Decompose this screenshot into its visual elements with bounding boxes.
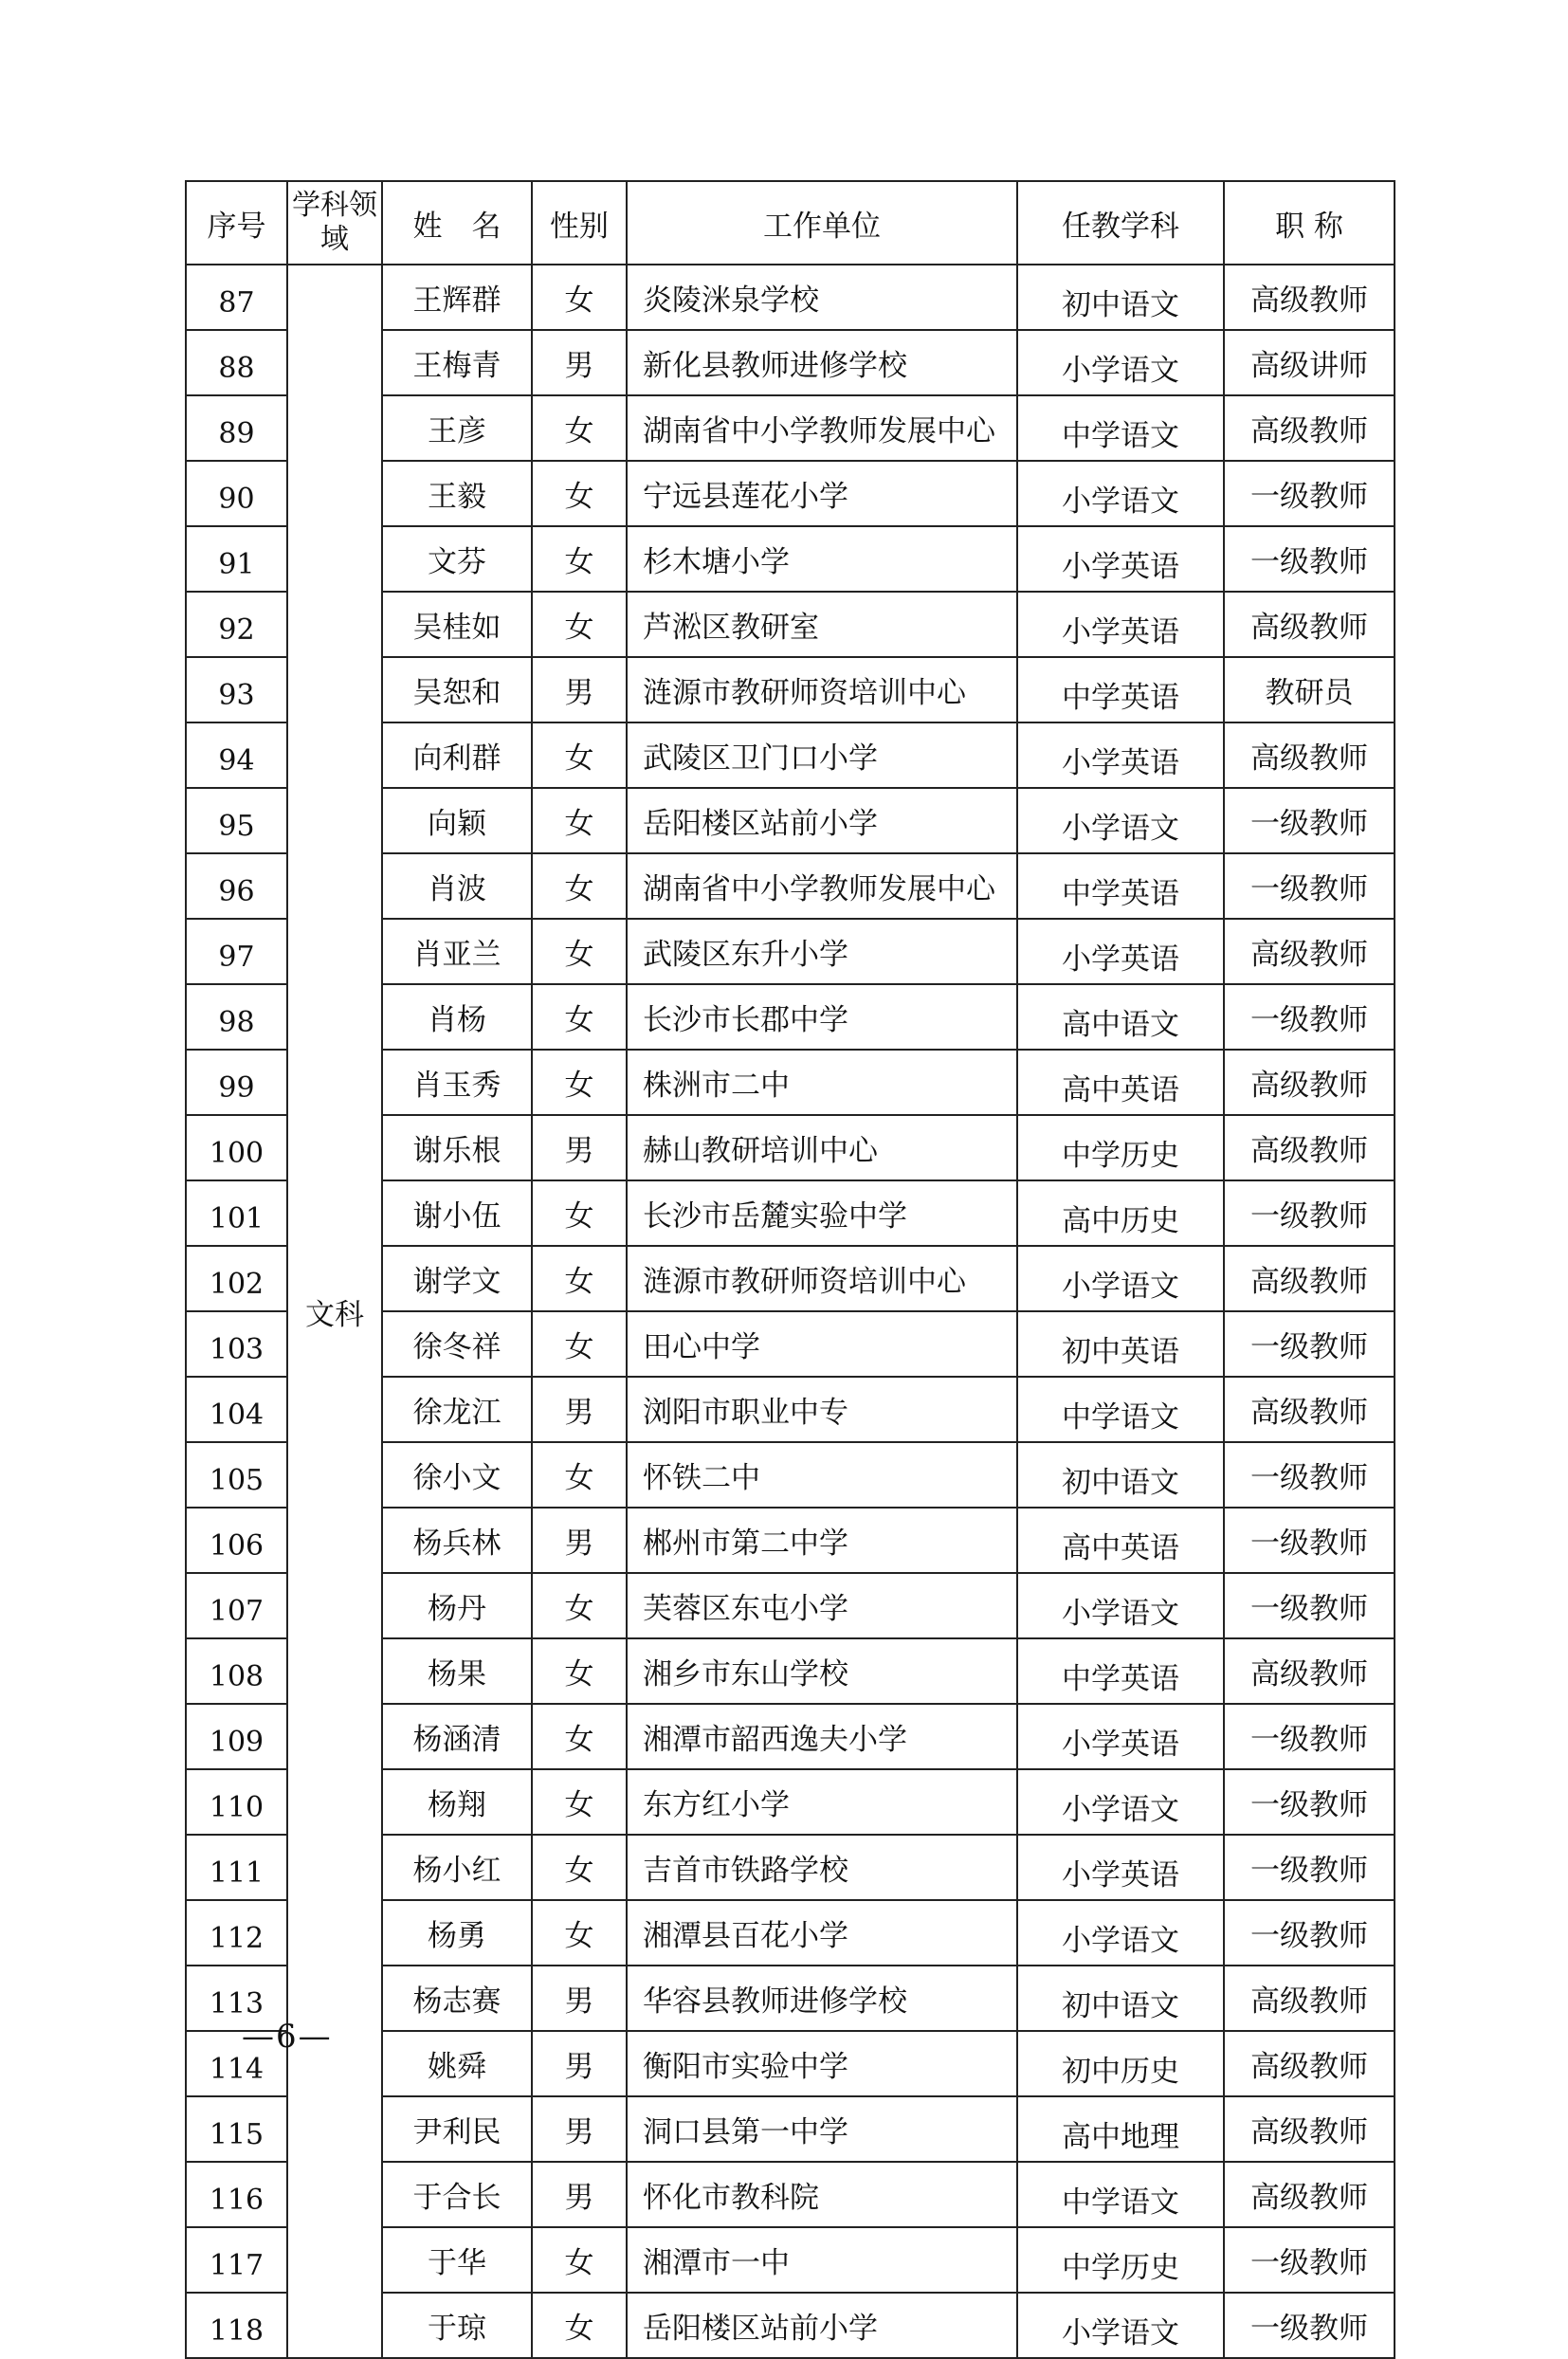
cell-serial-number: 106 — [186, 1508, 287, 1573]
cell-name: 尹利民 — [382, 2096, 532, 2162]
cell-name: 杨小红 — [382, 1835, 532, 1900]
cell-work-unit: 吉首市铁路学校 — [627, 1835, 1017, 1900]
cell-teaching-subject: 小学语文 — [1017, 461, 1224, 526]
cell-professional-title: 一级教师 — [1224, 1180, 1395, 1246]
cell-name: 王梅青 — [382, 330, 532, 395]
cell-serial-number: 97 — [186, 919, 287, 984]
cell-serial-number: 90 — [186, 461, 287, 526]
cell-teaching-subject: 初中语文 — [1017, 1442, 1224, 1508]
cell-gender: 女 — [532, 395, 627, 461]
cell-professional-title: 一级教师 — [1224, 526, 1395, 592]
cell-name: 肖波 — [382, 853, 532, 919]
cell-teaching-subject: 小学语文 — [1017, 1573, 1224, 1638]
cell-work-unit: 涟源市教研师资培训中心 — [627, 1246, 1017, 1311]
cell-gender: 女 — [532, 1180, 627, 1246]
cell-serial-number: 102 — [186, 1246, 287, 1311]
cell-name: 杨兵林 — [382, 1508, 532, 1573]
table-header-row — [186, 181, 1395, 265]
cell-name: 杨志赛 — [382, 1966, 532, 2031]
cell-work-unit: 长沙市岳麓实验中学 — [627, 1180, 1017, 1246]
cell-work-unit: 郴州市第二中学 — [627, 1508, 1017, 1573]
cell-gender: 女 — [532, 1246, 627, 1311]
cell-professional-title: 高级教师 — [1224, 722, 1395, 788]
cell-serial-number: 95 — [186, 788, 287, 853]
header-name: 姓 名 — [382, 181, 532, 265]
cell-serial-number: 88 — [186, 330, 287, 395]
cell-work-unit: 武陵区卫门口小学 — [627, 722, 1017, 788]
cell-professional-title: 一级教师 — [1224, 1442, 1395, 1508]
cell-name: 于琼 — [382, 2293, 532, 2358]
cell-serial-number: 104 — [186, 1377, 287, 1442]
cell-professional-title: 一级教师 — [1224, 1573, 1395, 1638]
cell-name: 王辉群 — [382, 265, 532, 330]
cell-serial-number: 118 — [186, 2293, 287, 2358]
cell-gender: 女 — [532, 265, 627, 330]
cell-professional-title: 教研员 — [1224, 657, 1395, 722]
cell-subject-field: 文科 — [287, 265, 382, 2358]
cell-professional-title: 一级教师 — [1224, 1835, 1395, 1900]
cell-serial-number: 103 — [186, 1311, 287, 1377]
cell-professional-title: 高级教师 — [1224, 2031, 1395, 2096]
cell-professional-title: 高级教师 — [1224, 395, 1395, 461]
cell-teaching-subject: 小学英语 — [1017, 1835, 1224, 1900]
cell-professional-title: 一级教师 — [1224, 461, 1395, 526]
cell-work-unit: 怀化市教科院 — [627, 2162, 1017, 2227]
cell-teaching-subject: 小学语文 — [1017, 1769, 1224, 1835]
header-teaching-subject: 任教学科 — [1017, 181, 1224, 265]
cell-gender: 男 — [532, 330, 627, 395]
cell-professional-title: 高级教师 — [1224, 592, 1395, 657]
cell-name: 徐龙江 — [382, 1377, 532, 1442]
cell-name: 向颖 — [382, 788, 532, 853]
cell-name: 杨翔 — [382, 1769, 532, 1835]
cell-gender: 男 — [532, 2096, 627, 2162]
cell-work-unit: 芙蓉区东屯小学 — [627, 1573, 1017, 1638]
cell-gender: 女 — [532, 1442, 627, 1508]
cell-name: 肖杨 — [382, 984, 532, 1050]
cell-gender: 女 — [532, 1573, 627, 1638]
cell-professional-title: 一级教师 — [1224, 788, 1395, 853]
cell-teaching-subject: 小学英语 — [1017, 526, 1224, 592]
cell-serial-number: 98 — [186, 984, 287, 1050]
cell-serial-number: 108 — [186, 1638, 287, 1704]
cell-serial-number: 100 — [186, 1115, 287, 1180]
cell-work-unit: 华容县教师进修学校 — [627, 1966, 1017, 2031]
cell-name: 于合长 — [382, 2162, 532, 2227]
cell-gender: 女 — [532, 1835, 627, 1900]
cell-gender: 女 — [532, 1900, 627, 1966]
cell-teaching-subject: 小学语文 — [1017, 330, 1224, 395]
cell-gender: 男 — [532, 2162, 627, 2227]
cell-teaching-subject: 中学语文 — [1017, 1377, 1224, 1442]
cell-teaching-subject: 初中历史 — [1017, 2031, 1224, 2096]
cell-name: 杨勇 — [382, 1900, 532, 1966]
cell-work-unit: 赫山教研培训中心 — [627, 1115, 1017, 1180]
cell-teaching-subject: 小学英语 — [1017, 919, 1224, 984]
cell-work-unit: 湘潭县百花小学 — [627, 1900, 1017, 1966]
cell-serial-number: 93 — [186, 657, 287, 722]
header-work-unit: 工作单位 — [627, 181, 1017, 265]
cell-name: 谢小伍 — [382, 1180, 532, 1246]
cell-professional-title: 一级教师 — [1224, 2227, 1395, 2293]
cell-professional-title: 一级教师 — [1224, 853, 1395, 919]
cell-professional-title: 高级教师 — [1224, 1377, 1395, 1442]
cell-work-unit: 涟源市教研师资培训中心 — [627, 657, 1017, 722]
cell-serial-number: 111 — [186, 1835, 287, 1900]
cell-professional-title: 高级教师 — [1224, 1115, 1395, 1180]
cell-professional-title: 一级教师 — [1224, 1508, 1395, 1573]
cell-professional-title: 一级教师 — [1224, 984, 1395, 1050]
cell-gender: 女 — [532, 592, 627, 657]
cell-teaching-subject: 小学语文 — [1017, 2293, 1224, 2358]
cell-teaching-subject: 初中英语 — [1017, 1311, 1224, 1377]
cell-gender: 男 — [532, 1115, 627, 1180]
cell-professional-title: 高级教师 — [1224, 919, 1395, 984]
cell-teaching-subject: 高中地理 — [1017, 2096, 1224, 2162]
cell-teaching-subject: 高中英语 — [1017, 1508, 1224, 1573]
cell-gender: 女 — [532, 461, 627, 526]
cell-professional-title: 高级讲师 — [1224, 330, 1395, 395]
cell-name: 王彦 — [382, 395, 532, 461]
cell-professional-title: 高级教师 — [1224, 1638, 1395, 1704]
cell-gender: 女 — [532, 853, 627, 919]
cell-gender: 女 — [532, 526, 627, 592]
cell-work-unit: 湖南省中小学教师发展中心 — [627, 853, 1017, 919]
cell-name: 于华 — [382, 2227, 532, 2293]
cell-work-unit: 湘潭市韶西逸夫小学 — [627, 1704, 1017, 1769]
cell-gender: 女 — [532, 984, 627, 1050]
cell-teaching-subject: 小学英语 — [1017, 722, 1224, 788]
cell-gender: 女 — [532, 2227, 627, 2293]
cell-work-unit: 湘潭市一中 — [627, 2227, 1017, 2293]
cell-work-unit: 芦淞区教研室 — [627, 592, 1017, 657]
cell-work-unit: 怀铁二中 — [627, 1442, 1017, 1508]
cell-name: 肖玉秀 — [382, 1050, 532, 1115]
table-row — [186, 265, 1395, 330]
cell-work-unit: 浏阳市职业中专 — [627, 1377, 1017, 1442]
cell-serial-number: 87 — [186, 265, 287, 330]
cell-gender: 女 — [532, 919, 627, 984]
cell-teaching-subject: 中学语文 — [1017, 395, 1224, 461]
cell-name: 徐小文 — [382, 1442, 532, 1508]
cell-name: 杨果 — [382, 1638, 532, 1704]
cell-name: 吴桂如 — [382, 592, 532, 657]
header-subject-field: 学科领域 — [287, 181, 382, 265]
cell-gender: 女 — [532, 788, 627, 853]
cell-work-unit: 杉木塘小学 — [627, 526, 1017, 592]
cell-professional-title: 一级教师 — [1224, 2293, 1395, 2358]
cell-teaching-subject: 中学英语 — [1017, 657, 1224, 722]
cell-name: 向利群 — [382, 722, 532, 788]
cell-name: 姚舜 — [382, 2031, 532, 2096]
cell-teaching-subject: 高中英语 — [1017, 1050, 1224, 1115]
cell-serial-number: 96 — [186, 853, 287, 919]
cell-teaching-subject: 小学英语 — [1017, 1704, 1224, 1769]
cell-teaching-subject: 高中语文 — [1017, 984, 1224, 1050]
cell-teaching-subject: 中学英语 — [1017, 853, 1224, 919]
cell-gender: 男 — [532, 657, 627, 722]
cell-serial-number: 113 — [186, 1966, 287, 2031]
cell-gender: 女 — [532, 1769, 627, 1835]
cell-professional-title: 高级教师 — [1224, 1966, 1395, 2031]
cell-work-unit: 湖南省中小学教师发展中心 — [627, 395, 1017, 461]
header-gender: 性别 — [532, 181, 627, 265]
cell-professional-title: 一级教师 — [1224, 1311, 1395, 1377]
cell-work-unit: 洞口县第一中学 — [627, 2096, 1017, 2162]
cell-serial-number: 101 — [186, 1180, 287, 1246]
cell-gender: 男 — [532, 1508, 627, 1573]
cell-work-unit: 岳阳楼区站前小学 — [627, 2293, 1017, 2358]
cell-professional-title: 一级教师 — [1224, 1769, 1395, 1835]
cell-serial-number: 94 — [186, 722, 287, 788]
cell-work-unit: 宁远县莲花小学 — [627, 461, 1017, 526]
cell-gender: 女 — [532, 1050, 627, 1115]
header-serial-number: 序号 — [186, 181, 287, 265]
cell-gender: 男 — [532, 1377, 627, 1442]
cell-name: 文芬 — [382, 526, 532, 592]
cell-name: 王毅 — [382, 461, 532, 526]
cell-serial-number: 92 — [186, 592, 287, 657]
cell-serial-number: 105 — [186, 1442, 287, 1508]
cell-serial-number: 89 — [186, 395, 287, 461]
cell-work-unit: 衡阳市实验中学 — [627, 2031, 1017, 2096]
cell-work-unit: 新化县教师进修学校 — [627, 330, 1017, 395]
cell-gender: 男 — [532, 1966, 627, 2031]
cell-teaching-subject: 中学历史 — [1017, 2227, 1224, 2293]
cell-serial-number: 107 — [186, 1573, 287, 1638]
cell-professional-title: 高级教师 — [1224, 1050, 1395, 1115]
cell-professional-title: 高级教师 — [1224, 2096, 1395, 2162]
cell-work-unit: 武陵区东升小学 — [627, 919, 1017, 984]
cell-gender: 女 — [532, 722, 627, 788]
cell-work-unit: 炎陵洣泉学校 — [627, 265, 1017, 330]
cell-gender: 女 — [532, 1311, 627, 1377]
cell-teaching-subject: 初中语文 — [1017, 265, 1224, 330]
cell-professional-title: 高级教师 — [1224, 1246, 1395, 1311]
cell-name: 徐冬祥 — [382, 1311, 532, 1377]
teacher-roster-table — [185, 180, 1395, 2359]
cell-teaching-subject: 中学历史 — [1017, 1115, 1224, 1180]
cell-teaching-subject: 小学语文 — [1017, 788, 1224, 853]
page-number: —6— — [242, 2018, 333, 2056]
cell-teaching-subject: 中学英语 — [1017, 1638, 1224, 1704]
cell-name: 谢学文 — [382, 1246, 532, 1311]
cell-serial-number: 115 — [186, 2096, 287, 2162]
cell-work-unit: 株洲市二中 — [627, 1050, 1017, 1115]
cell-serial-number: 114 — [186, 2031, 287, 2096]
cell-teaching-subject: 高中历史 — [1017, 1180, 1224, 1246]
cell-professional-title: 高级教师 — [1224, 265, 1395, 330]
cell-name: 谢乐根 — [382, 1115, 532, 1180]
cell-teaching-subject: 初中语文 — [1017, 1966, 1224, 2031]
cell-teaching-subject: 中学语文 — [1017, 2162, 1224, 2227]
cell-serial-number: 109 — [186, 1704, 287, 1769]
cell-professional-title: 一级教师 — [1224, 1900, 1395, 1966]
cell-gender: 女 — [532, 1638, 627, 1704]
cell-gender: 女 — [532, 1704, 627, 1769]
cell-name: 吴恕和 — [382, 657, 532, 722]
cell-name: 杨丹 — [382, 1573, 532, 1638]
cell-work-unit: 岳阳楼区站前小学 — [627, 788, 1017, 853]
cell-serial-number: 99 — [186, 1050, 287, 1115]
cell-name: 杨涵清 — [382, 1704, 532, 1769]
cell-teaching-subject: 小学语文 — [1017, 1246, 1224, 1311]
cell-serial-number: 110 — [186, 1769, 287, 1835]
cell-teaching-subject: 小学英语 — [1017, 592, 1224, 657]
cell-serial-number: 91 — [186, 526, 287, 592]
cell-work-unit: 田心中学 — [627, 1311, 1017, 1377]
cell-work-unit: 湘乡市东山学校 — [627, 1638, 1017, 1704]
cell-serial-number: 117 — [186, 2227, 287, 2293]
cell-professional-title: 一级教师 — [1224, 1704, 1395, 1769]
cell-teaching-subject: 小学语文 — [1017, 1900, 1224, 1966]
cell-name: 肖亚兰 — [382, 919, 532, 984]
cell-professional-title: 高级教师 — [1224, 2162, 1395, 2227]
cell-serial-number: 112 — [186, 1900, 287, 1966]
cell-serial-number: 116 — [186, 2162, 287, 2227]
cell-gender: 女 — [532, 2293, 627, 2358]
cell-work-unit: 长沙市长郡中学 — [627, 984, 1017, 1050]
cell-gender: 男 — [532, 2031, 627, 2096]
cell-work-unit: 东方红小学 — [627, 1769, 1017, 1835]
header-professional-title: 职 称 — [1224, 181, 1395, 265]
